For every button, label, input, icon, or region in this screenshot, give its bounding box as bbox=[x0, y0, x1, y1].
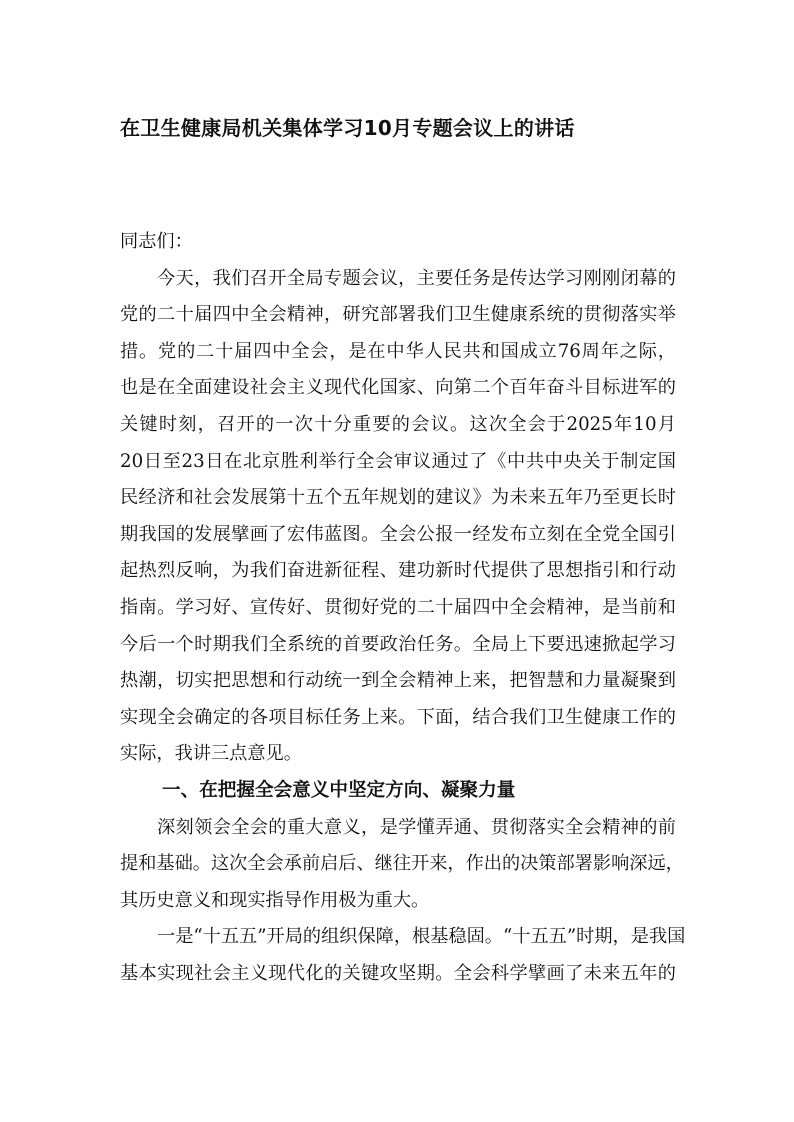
paragraph-line: 实际，我讲三点意见。 bbox=[120, 743, 302, 765]
paragraph-line: 基本实现社会主义现代化的关键攻坚期。全会科学擘画了未来五年的 bbox=[120, 962, 676, 984]
paragraph-line: 其历史意义和现实指导作用极为重大。 bbox=[120, 889, 430, 911]
paragraph-line: 20日至23日在北京胜利举行全会审议通过了《中共中央关于制定国 bbox=[120, 450, 676, 472]
paragraph-significance bbox=[120, 810, 684, 920]
paragraph-line: 民经济和社会发展第十五个五年规划的建议》为未来五年乃至更长时 bbox=[120, 487, 676, 509]
paragraph-line: 提和基础。这次全会承前启后、继往开来，作出的决策部署影响深远， bbox=[120, 853, 684, 875]
document-title: 在卫生健康局机关集体学习10月专题会议上的讲话 bbox=[120, 116, 575, 140]
paragraph-point-one bbox=[120, 919, 686, 992]
paragraph-line: 指南。学习好、宣传好、贯彻好党的二十届四中全会精神，是当前和 bbox=[120, 596, 676, 618]
paragraph-line: 党的二十届四中全会精神，研究部署我们卫生健康系统的贯彻落实举 bbox=[120, 304, 676, 326]
paragraph-line: 今后一个时期我们全系统的首要政治任务。全局上下要迅速掀起学习 bbox=[120, 633, 676, 655]
paragraph-line: 也是在全面建设社会主义现代化国家、向第二个百年奋斗目标进军的 bbox=[120, 377, 676, 399]
paragraph-line: 今天，我们召开全局专题会议，主要任务是传达学习刚刚闭幕的 bbox=[157, 267, 676, 289]
section-heading-1: 一、在把握全会意义中坚定方向、凝聚力量 bbox=[162, 779, 516, 801]
paragraph-line: 热潮，切实把思想和行动统一到全会精神上来，把智慧和力量凝聚到 bbox=[120, 670, 676, 692]
paragraph-line: 措。党的二十届四中全会，是在中华人民共和国成立76周年之际， bbox=[120, 340, 676, 362]
paragraph-line: 期我国的发展擘画了宏伟蓝图。全会公报一经发布立刻在全党全国引 bbox=[120, 523, 676, 545]
document-body bbox=[120, 224, 686, 992]
paragraph-intro bbox=[120, 261, 676, 773]
paragraph-line: 关键时刻，召开的一次十分重要的会议。这次全会于2025年10月 bbox=[120, 413, 676, 435]
paragraph-line: 一是“十五五”开局的组织保障，根基稳固。“十五五”时期，是我国 bbox=[157, 926, 686, 948]
paragraph-line: 实现全会确定的各项目标任务上来。下面，结合我们卫生健康工作的 bbox=[120, 706, 676, 728]
salutation: 同志们： bbox=[120, 231, 193, 252]
paragraph-line: 起热烈反响，为我们奋进新征程、建功新时代提供了思想指引和行动 bbox=[120, 560, 676, 582]
paragraph-line: 深刻领会全会的重大意义，是学懂弄通、贯彻落实全会精神的前 bbox=[157, 816, 676, 838]
